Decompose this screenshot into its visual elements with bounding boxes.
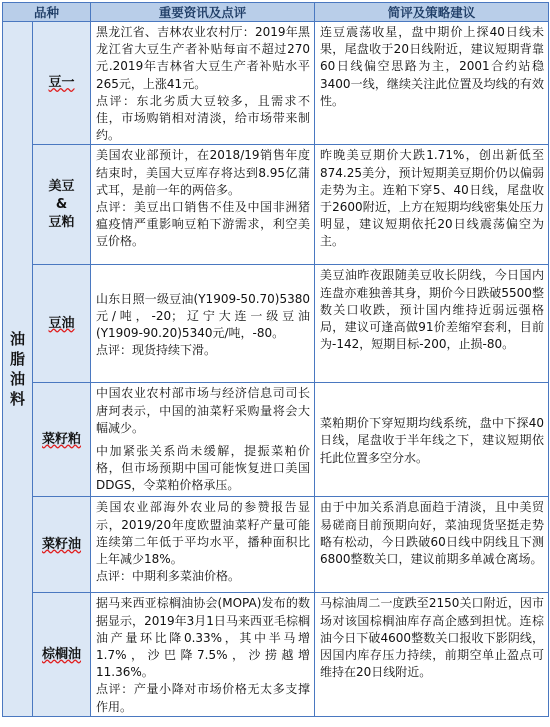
strategy-table bbox=[2, 2, 549, 717]
strategy-cell bbox=[315, 497, 549, 593]
category-label: 油脂油料 bbox=[9, 329, 25, 408]
news-comment: 中加紧张关系尚未缓解，提振菜粕价格，但市场预期中国可能恢复进口美国DDGS，令菜粕价格承压。 bbox=[96, 444, 311, 493]
strategy-cell bbox=[315, 145, 549, 265]
table-row bbox=[3, 593, 549, 716]
strategy-cell bbox=[315, 265, 549, 383]
variety-name: 豆一 bbox=[33, 22, 91, 145]
news-cell bbox=[91, 383, 315, 497]
news-text: 黑龙江省、吉林农业农村厅：2019年黑龙江省大豆生产者补贴每亩不超过270元.2019年吉林省大豆生产者补贴水平265元，上涨41元。 bbox=[96, 25, 311, 91]
variety-name: 美豆 & 豆粕 bbox=[33, 145, 91, 265]
news-comment: 点评：中期利多菜油价格。 bbox=[96, 569, 241, 584]
news-cell bbox=[91, 145, 315, 265]
news-comment: 点评：美豆出口销售不佳及中国非洲猪瘟疫情严重影响豆粕下游需求，利空美豆价格。 bbox=[96, 200, 311, 249]
table-row bbox=[3, 497, 549, 593]
news-comment: 点评：东北劣质大豆较多，且需求不佳，市场购销相对清淡，给市场带来制约。 bbox=[96, 93, 311, 143]
news-text: 据马来西亚棕榈油协会(MOPA)发布的数据显示，2019年3月1日马来西亚毛棕榈油产量环比降0.33%，其中半马增1.7%，沙巴降7.5%，沙捞越增11.36%。 bbox=[96, 596, 311, 680]
variety-name: 菜籽粕 bbox=[33, 383, 91, 497]
variety-name: 棕榈油 bbox=[33, 593, 91, 716]
header-news: 重要资讯及点评 bbox=[91, 3, 315, 22]
header-variety: 品种 bbox=[3, 3, 91, 22]
table-row bbox=[3, 22, 549, 145]
news-text: 美国农业部海外农业局的参赞报告显示，2019/20年度欧盟油菜籽产量可能连续第二年低于平均水平，播种面积比上年减少18%。 bbox=[96, 500, 311, 567]
news-text: 山东日照一级豆油(Y1909-50.70)5380元/吨，-20；辽宁大连一级豆油(Y1909-90.20)5340元/吨，-80。 bbox=[96, 291, 311, 340]
variety-name: 菜籽油 bbox=[33, 497, 91, 593]
table-row bbox=[3, 383, 549, 497]
strategy-text: 昨晚美豆期价大跌1.71%，创出新低至874.25美分，预计短期美豆期价仍以偏弱走势为主。连粕下穿5、40日线，尾盘收于2600附近，上方在短期均线密集处压力明显，建议短期依托20日线震荡偏空为主。 bbox=[320, 148, 545, 249]
strategy-text: 由于中加关系消息面趋于清淡，且中美贸易磋商目前预期向好，菜油现货坚挺走势略有松动，今日跌破60日线中阴线且下测6800整数关口，建议前期多单减仓离场。 bbox=[320, 500, 545, 567]
strategy-text: 美豆油昨夜跟随美豆收长阴线，今日国内连盘亦难独善其身，期价今日跌破5500整数关口收跌，预计国内维持近弱远强格局，建议可逢高做91价差缩窄套利，目前为-142，短期目标-200，止损-80。 bbox=[320, 268, 545, 352]
strategy-text: 马棕油周二一度跌至2150关口附近，因市场对该国棕榈油库存高企感到担忧。连棕油今日下破4600整数关口报收下影阴线，因国内库存压力持续，前期空单止盈点可维持在20日线附近。 bbox=[320, 596, 545, 680]
strategy-text: 菜粕期价下穿短期均线系统，盘中下探40日线，尾盘收于半年线之下，建议短期依托此位置多空分水。 bbox=[320, 416, 545, 465]
news-cell bbox=[91, 497, 315, 593]
header-strategy: 简评及策略建议 bbox=[315, 3, 549, 22]
table-row bbox=[3, 265, 549, 383]
news-comment: 点评：产量小降对市场价格无太多支撑作用。 bbox=[96, 682, 311, 714]
news-cell bbox=[91, 593, 315, 716]
variety-name: 豆油 bbox=[33, 265, 91, 383]
news-comment: 点评：现货持续下滑。 bbox=[96, 343, 217, 358]
strategy-cell bbox=[315, 593, 549, 716]
strategy-cell bbox=[315, 383, 549, 497]
strategy-text: 连豆震荡收星，盘中期价上探40日线未果，尾盘收于20日线附近，建议短期背靠60日线偏空思路为主，2001合约站稳3400一线，继续关注此位置及均线的有效性。 bbox=[320, 25, 545, 108]
category-cell bbox=[3, 22, 33, 717]
news-cell bbox=[91, 22, 315, 145]
strategy-cell bbox=[315, 22, 549, 145]
news-text: 美国农业部预计，在2018/19销售年度结束时，美国大豆库存将达到8.95亿蒲式耳，是前一年的两倍多。 bbox=[96, 148, 311, 197]
header-row bbox=[3, 3, 549, 22]
table-row bbox=[3, 145, 549, 265]
news-text: 中国农业农村部市场与经济信息司司长唐珂表示，中国的油菜籽采购量将会大幅减少。 bbox=[96, 386, 311, 435]
news-cell bbox=[91, 265, 315, 383]
